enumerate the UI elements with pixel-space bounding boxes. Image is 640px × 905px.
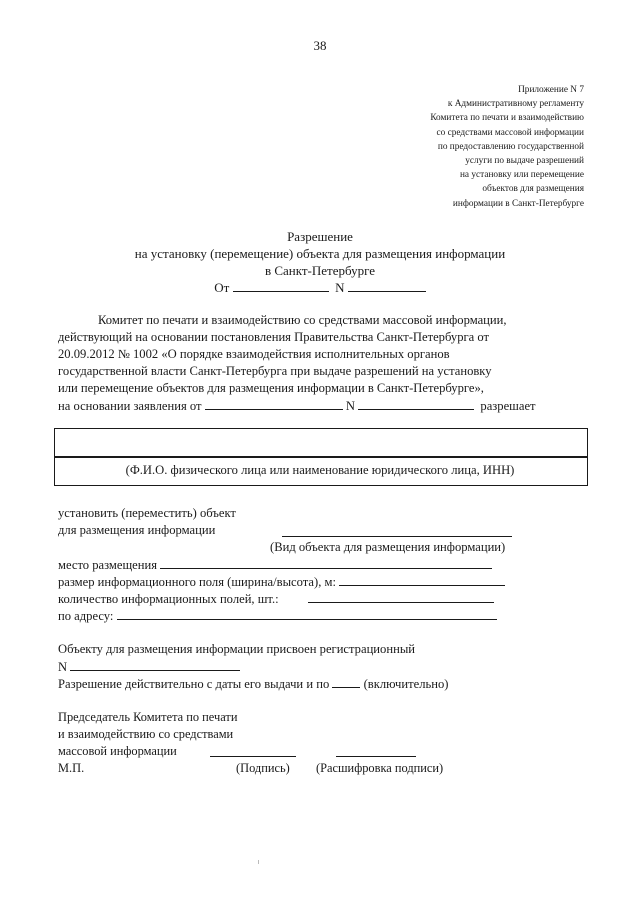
application-line bbox=[58, 398, 536, 414]
count-blank[interactable] bbox=[308, 591, 494, 603]
document-subtitle-city: в Санкт-Петербурге bbox=[264, 263, 376, 278]
annex-line: Приложение N 7 bbox=[518, 85, 584, 95]
registration-number-field bbox=[58, 659, 240, 675]
validity-label: Разрешение действительно с даты его выдачи и по bbox=[58, 677, 330, 691]
application-number-label: N bbox=[345, 399, 355, 413]
annex-line: на установку или перемещение bbox=[459, 170, 584, 181]
size-blank[interactable] bbox=[339, 574, 505, 586]
signatory-title: массовой информации bbox=[58, 744, 177, 758]
registration-number-blank[interactable] bbox=[70, 659, 240, 671]
applicant-caption: (Ф.И.О. физического лица или наименование юридического лица, ИНН) bbox=[125, 463, 515, 477]
size-field bbox=[58, 574, 505, 590]
count-field bbox=[58, 591, 494, 607]
signature-decode-blank[interactable] bbox=[336, 744, 416, 762]
validity-line bbox=[58, 676, 448, 692]
signature-caption: (Подпись) bbox=[236, 761, 290, 775]
scan-speck bbox=[258, 860, 259, 864]
placement-blank[interactable] bbox=[160, 557, 492, 569]
validity-inclusive: (включительно) bbox=[363, 677, 449, 691]
annex-line: информации в Санкт-Петербурге bbox=[452, 198, 584, 209]
applicant-input-box[interactable] bbox=[54, 428, 588, 458]
annex-header bbox=[430, 83, 584, 211]
from-label: От bbox=[214, 280, 230, 295]
date-blank[interactable] bbox=[233, 280, 329, 292]
placement-label: место размещения bbox=[58, 558, 158, 572]
stamp-label: М.П. bbox=[58, 761, 85, 775]
date-number-line bbox=[0, 280, 640, 296]
body-line: 20.09.2012 № 1002 «О порядке взаимодействия исполнительных органов bbox=[58, 347, 450, 361]
placement-field bbox=[58, 557, 492, 573]
validity-date-blank[interactable] bbox=[332, 676, 360, 688]
body-line: государственной власти Санкт-Петербурга при выдаче разрешений на установку bbox=[58, 364, 492, 378]
page-number: 38 bbox=[313, 38, 327, 53]
address-field bbox=[58, 608, 497, 624]
application-number-blank[interactable] bbox=[358, 398, 474, 410]
signature-decode-caption: (Расшифровка подписи) bbox=[316, 761, 444, 775]
registration-line: Объекту для размещения информации присвоен регистрационный bbox=[58, 642, 416, 656]
install-label: для размещения информации bbox=[58, 523, 216, 537]
permits-label: разрешает bbox=[480, 399, 536, 413]
application-date-blank[interactable] bbox=[205, 398, 343, 410]
annex-line: объектов для размещения bbox=[482, 184, 584, 195]
count-label: количество информационных полей, шт.: bbox=[58, 592, 279, 606]
annex-line: услуги по выдаче разрешений bbox=[465, 156, 584, 167]
body-line: действующий на основании постановления Правительства Санкт-Петербурга от bbox=[58, 330, 490, 344]
install-label: установить (переместить) объект bbox=[58, 506, 236, 520]
annex-line: к Административному регламенту bbox=[447, 99, 584, 110]
size-label: размер информационного поля (ширина/высота), м: bbox=[58, 575, 336, 589]
document-subtitle: на установку (перемещение) объекта для размещения информации bbox=[134, 246, 506, 261]
signatory-title: Председатель Комитета по печати bbox=[58, 710, 238, 724]
number-blank[interactable] bbox=[348, 280, 426, 292]
document-title: Разрешение bbox=[287, 229, 353, 244]
object-type-caption: (Вид объекта для размещения информации) bbox=[270, 540, 506, 554]
signature-blank[interactable] bbox=[210, 744, 296, 762]
body-line: Комитет по печати и взаимодействию со средствами массовой информации, bbox=[98, 313, 507, 327]
annex-line: Комитета по печати и взаимодействию bbox=[430, 113, 584, 124]
annex-line: по предоставлению государственной bbox=[437, 141, 584, 152]
application-label: на основании заявления от bbox=[58, 399, 202, 413]
signatory-title: и взаимодействию со средствами bbox=[58, 727, 234, 741]
annex-line: со средствами массовой информации bbox=[436, 127, 584, 138]
registration-n-label: N bbox=[58, 660, 68, 674]
address-blank[interactable] bbox=[117, 608, 497, 620]
address-label: по адресу: bbox=[58, 609, 114, 623]
number-label: N bbox=[335, 280, 345, 295]
body-line: или перемещение объектов для размещения информации в Санкт-Петербурге», bbox=[58, 381, 484, 395]
